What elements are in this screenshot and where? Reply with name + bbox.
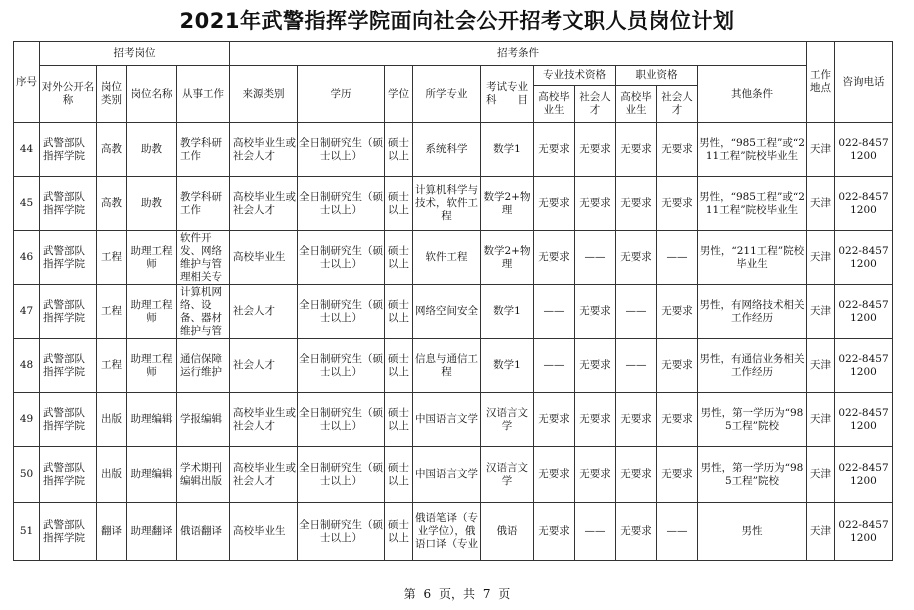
cell-work	[177, 503, 230, 561]
cell-seq: 51	[14, 503, 40, 561]
cell-source: 高校毕业生或社会人才	[230, 123, 298, 177]
table-row	[14, 285, 893, 339]
cell-degree: 硕士以上	[385, 285, 413, 339]
group-job-qual: 职业资格	[616, 66, 698, 86]
cell-exam: 数学2+物理	[481, 177, 534, 231]
cell-post-name: 助教	[127, 123, 177, 177]
cell-source: 社会人才	[230, 285, 298, 339]
cell-education: 全日制研究生（硕士以上）	[298, 503, 385, 561]
cell-unit: 武警部队指挥学院	[40, 177, 97, 231]
footer-suffix: 页	[498, 587, 511, 601]
cell-source: 社会人才	[230, 339, 298, 393]
cell-work-text: 教学科研工作	[180, 190, 222, 216]
cell-degree: 硕士以上	[385, 393, 413, 447]
cell-work-text: 学术期刊编辑出版	[180, 461, 222, 487]
cell-major-text: 网络空间安全	[415, 305, 478, 317]
cell-major-text: 系统科学	[425, 143, 468, 155]
cell-degree: 硕士以上	[385, 447, 413, 503]
cell-exam: 数学1	[481, 123, 534, 177]
cell-major-text: 中国语言文学	[415, 413, 478, 425]
footer-total-pages: 7	[482, 587, 491, 601]
page-title: 2021年武警指挥学院面向社会公开招考文职人员岗位计划	[179, 9, 735, 33]
group-tech-qual: 专业技术资格	[534, 66, 616, 86]
cell-unit: 武警部队指挥学院	[40, 123, 97, 177]
cell-other: 男性，有通信业务相关工作经历	[698, 339, 807, 393]
cell-phone: 022-84571200	[835, 447, 893, 503]
cell-education: 全日制研究生（硕士以上）	[298, 285, 385, 339]
cell-source: 高校毕业生	[230, 231, 298, 285]
cell-major-text: 俄语笔译（专业学位），俄语口译（专业	[415, 512, 478, 550]
cell-other: 男性，第一学历为“985工程”院校	[698, 447, 807, 503]
cell-tech-grad: 无要求	[534, 393, 575, 447]
cell-tech-grad: ——	[534, 285, 575, 339]
cell-seq: 46	[14, 231, 40, 285]
col-education: 学历	[298, 66, 385, 123]
cell-work	[177, 339, 230, 393]
cell-location: 天津	[807, 285, 835, 339]
cell-major	[413, 177, 481, 231]
cell-tech-grad: 无要求	[534, 503, 575, 561]
cell-phone: 022-84571200	[835, 231, 893, 285]
cell-unit: 武警部队指挥学院	[40, 231, 97, 285]
cell-job-social: ——	[657, 231, 698, 285]
cell-seq: 48	[14, 339, 40, 393]
cell-phone: 022-84571200	[835, 393, 893, 447]
cell-exam: 数学1	[481, 339, 534, 393]
col-degree: 学位	[385, 66, 413, 123]
cell-phone: 022-84571200	[835, 177, 893, 231]
cell-job-grad: 无要求	[616, 177, 657, 231]
cell-other: 男性，有网络技术相关工作经历	[698, 285, 807, 339]
cell-job-social: 无要求	[657, 339, 698, 393]
cell-other: 男性	[698, 503, 807, 561]
cell-job-grad: 无要求	[616, 503, 657, 561]
cell-job-grad: ——	[616, 285, 657, 339]
table-row	[14, 339, 893, 393]
cell-work	[177, 177, 230, 231]
cell-major	[413, 231, 481, 285]
cell-tech-social: 无要求	[575, 393, 616, 447]
footer-mid: 页，共	[438, 587, 475, 601]
cell-post-type: 出版	[97, 393, 127, 447]
cell-tech-grad: 无要求	[534, 177, 575, 231]
cell-phone: 022-84571200	[835, 123, 893, 177]
cell-major-text: 软件工程	[425, 251, 468, 263]
cell-exam: 汉语言文学	[481, 393, 534, 447]
table-row	[14, 393, 893, 447]
cell-exam: 汉语言文学	[481, 447, 534, 503]
footer-prefix: 第	[403, 587, 416, 601]
col-other: 其他条件	[698, 66, 807, 123]
cell-job-grad: ——	[616, 339, 657, 393]
cell-education: 全日制研究生（硕士以上）	[298, 393, 385, 447]
cell-education: 全日制研究生（硕士以上）	[298, 447, 385, 503]
cell-tech-social: ——	[575, 503, 616, 561]
col-job-social: 社会人才	[657, 86, 698, 123]
cell-major-text: 信息与通信工程	[415, 352, 478, 378]
cell-other: 男性，第一学历为“985工程”院校	[698, 393, 807, 447]
col-work: 从事工作	[177, 66, 230, 123]
cell-major	[413, 285, 481, 339]
cell-work	[177, 393, 230, 447]
cell-work-text: 软件开发、网络维护与管理相关专	[180, 231, 222, 283]
cell-major	[413, 503, 481, 561]
cell-job-social: ——	[657, 503, 698, 561]
group-conditions: 招考条件	[230, 42, 807, 66]
cell-work-text: 计算机网络、设备、器材维护与管	[180, 285, 222, 337]
cell-education: 全日制研究生（硕士以上）	[298, 231, 385, 285]
cell-post-type: 出版	[97, 447, 127, 503]
cell-major	[413, 393, 481, 447]
cell-tech-grad: ——	[534, 339, 575, 393]
cell-work	[177, 285, 230, 339]
cell-work	[177, 231, 230, 285]
cell-post-name: 助理编辑	[127, 447, 177, 503]
cell-job-grad: 无要求	[616, 123, 657, 177]
cell-job-social: 无要求	[657, 123, 698, 177]
cell-seq: 45	[14, 177, 40, 231]
cell-major	[413, 123, 481, 177]
recruitment-table	[13, 41, 893, 561]
cell-exam: 俄语	[481, 503, 534, 561]
cell-unit: 武警部队指挥学院	[40, 447, 97, 503]
cell-post-name: 助理编辑	[127, 393, 177, 447]
cell-post-type: 高教	[97, 177, 127, 231]
cell-other: 男性，“211工程”院校毕业生	[698, 231, 807, 285]
table-row	[14, 447, 893, 503]
cell-location: 天津	[807, 447, 835, 503]
cell-work	[177, 447, 230, 503]
col-location: 工作地点	[807, 42, 835, 123]
cell-job-social: 无要求	[657, 447, 698, 503]
cell-work-text: 学报编辑	[180, 413, 222, 425]
cell-source: 高校毕业生或社会人才	[230, 177, 298, 231]
cell-post-type: 工程	[97, 339, 127, 393]
table-row	[14, 231, 893, 285]
cell-degree: 硕士以上	[385, 503, 413, 561]
cell-degree: 硕士以上	[385, 123, 413, 177]
cell-other: 男性，“985工程”或“211工程”院校毕业生	[698, 123, 807, 177]
col-unit: 对外公开名 称	[40, 66, 97, 123]
cell-job-grad: 无要求	[616, 231, 657, 285]
cell-post-type: 工程	[97, 231, 127, 285]
cell-location: 天津	[807, 123, 835, 177]
cell-phone: 022-84571200	[835, 285, 893, 339]
col-post-name: 岗位名称	[127, 66, 177, 123]
cell-major	[413, 447, 481, 503]
cell-post-name: 助理工程师	[127, 339, 177, 393]
cell-post-type: 翻译	[97, 503, 127, 561]
cell-tech-grad: 无要求	[534, 123, 575, 177]
cell-source: 高校毕业生	[230, 503, 298, 561]
cell-education: 全日制研究生（硕士以上）	[298, 123, 385, 177]
cell-post-type: 高教	[97, 123, 127, 177]
cell-tech-social: 无要求	[575, 339, 616, 393]
group-post: 招考岗位	[40, 42, 230, 66]
cell-degree: 硕士以上	[385, 231, 413, 285]
footer-page-number: 6	[423, 587, 432, 601]
cell-exam: 数学2+物理	[481, 231, 534, 285]
cell-location: 天津	[807, 339, 835, 393]
col-source: 来源类别	[230, 66, 298, 123]
cell-tech-social: 无要求	[575, 123, 616, 177]
cell-unit: 武警部队指挥学院	[40, 393, 97, 447]
cell-tech-grad: 无要求	[534, 447, 575, 503]
cell-seq: 50	[14, 447, 40, 503]
cell-seq: 47	[14, 285, 40, 339]
cell-major	[413, 339, 481, 393]
cell-education: 全日制研究生（硕士以上）	[298, 339, 385, 393]
cell-tech-social: 无要求	[575, 177, 616, 231]
cell-source: 高校毕业生或社会人才	[230, 447, 298, 503]
cell-degree: 硕士以上	[385, 177, 413, 231]
col-tech-social: 社会人才	[575, 86, 616, 123]
cell-tech-social: 无要求	[575, 285, 616, 339]
cell-location: 天津	[807, 393, 835, 447]
col-tech-grad: 高校毕业生	[534, 86, 575, 123]
col-exam: 考试专业科 目	[481, 66, 534, 123]
cell-phone: 022-84571200	[835, 503, 893, 561]
col-post-type: 岗位类别	[97, 66, 127, 123]
table-row	[14, 177, 893, 231]
cell-location: 天津	[807, 177, 835, 231]
cell-post-name: 助理翻译	[127, 503, 177, 561]
cell-location: 天津	[807, 231, 835, 285]
cell-job-grad: 无要求	[616, 393, 657, 447]
cell-job-social: 无要求	[657, 393, 698, 447]
page-footer	[0, 585, 914, 602]
cell-degree: 硕士以上	[385, 339, 413, 393]
cell-work	[177, 123, 230, 177]
cell-major-text: 计算机科学与技术，软件工程	[415, 184, 478, 222]
cell-job-grad: 无要求	[616, 447, 657, 503]
table-row	[14, 123, 893, 177]
cell-job-social: 无要求	[657, 177, 698, 231]
col-job-grad: 高校毕业生	[616, 86, 657, 123]
table-row	[14, 503, 893, 561]
cell-unit: 武警部队指挥学院	[40, 285, 97, 339]
cell-unit: 武警部队指挥学院	[40, 339, 97, 393]
cell-post-name: 助理工程师	[127, 231, 177, 285]
cell-post-name: 助教	[127, 177, 177, 231]
cell-post-type: 工程	[97, 285, 127, 339]
cell-post-name: 助理工程师	[127, 285, 177, 339]
col-phone: 咨询电话	[835, 42, 893, 123]
cell-tech-social: ——	[575, 231, 616, 285]
cell-source: 高校毕业生或社会人才	[230, 393, 298, 447]
cell-seq: 49	[14, 393, 40, 447]
cell-phone: 022-84571200	[835, 339, 893, 393]
cell-job-social: 无要求	[657, 285, 698, 339]
cell-tech-grad: 无要求	[534, 231, 575, 285]
cell-work-text: 俄语翻译	[180, 525, 222, 537]
cell-exam: 数学1	[481, 285, 534, 339]
cell-seq: 44	[14, 123, 40, 177]
cell-tech-social: 无要求	[575, 447, 616, 503]
cell-major-text: 中国语言文学	[415, 468, 478, 480]
col-seq: 序号	[14, 42, 40, 123]
cell-unit: 武警部队指挥学院	[40, 503, 97, 561]
cell-location: 天津	[807, 503, 835, 561]
cell-work-text: 通信保障运行维护	[180, 352, 222, 378]
col-major: 所学专业	[413, 66, 481, 123]
cell-other: 男性，“985工程”或“211工程”院校毕业生	[698, 177, 807, 231]
cell-education: 全日制研究生（硕士以上）	[298, 177, 385, 231]
cell-work-text: 教学科研工作	[180, 136, 222, 162]
